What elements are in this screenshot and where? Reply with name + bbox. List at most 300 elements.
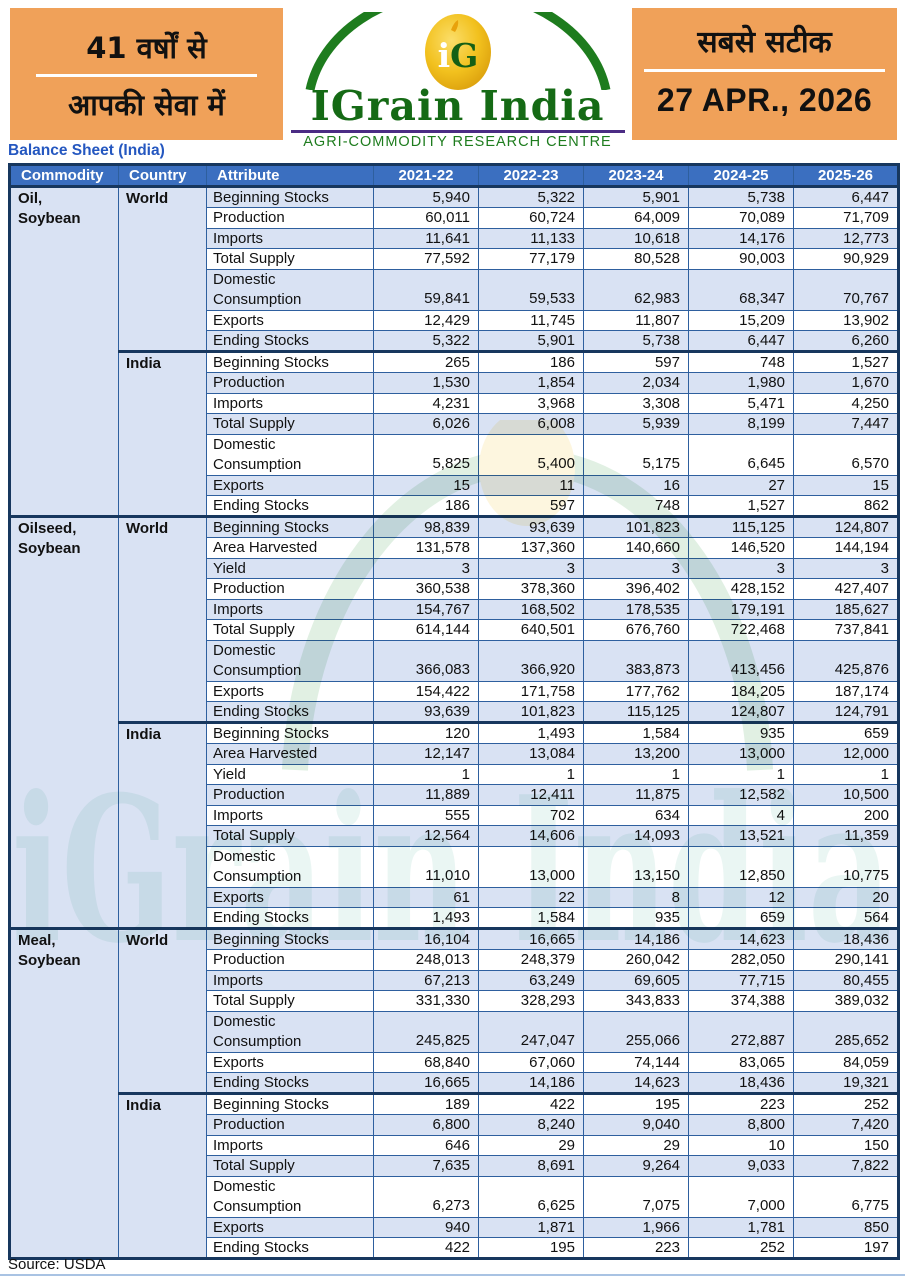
value-cell: 83,065 — [689, 1052, 794, 1073]
value-cell: 640,501 — [479, 620, 584, 641]
table-row — [10, 723, 899, 744]
attribute-label: Beginning Stocks — [213, 725, 329, 742]
value-cell: 5,322 — [479, 187, 584, 208]
value-cell: 60,011 — [374, 208, 479, 229]
attribute-label: Imports — [213, 394, 264, 412]
value-cell: 12,773 — [794, 228, 899, 249]
value-cell: 197 — [794, 1238, 899, 1259]
value-cell: 4 — [689, 805, 794, 826]
value-cell: 84,059 — [794, 1052, 899, 1073]
value-cell: 171,758 — [479, 681, 584, 702]
country-cell: India — [119, 723, 207, 929]
value-cell: 11,745 — [479, 310, 584, 331]
attribute-cell — [207, 970, 374, 991]
attribute-label: Exports — [213, 1218, 264, 1236]
value-cell: 11,010 — [374, 846, 479, 887]
value-cell: 195 — [584, 1094, 689, 1115]
attribute-label: Beginning Stocks — [213, 189, 329, 206]
value-cell: 11,889 — [374, 785, 479, 806]
attribute-cell — [207, 887, 374, 908]
attribute-label: Production — [213, 951, 285, 969]
value-cell: 70,767 — [794, 269, 899, 310]
attribute-label: Production — [213, 209, 285, 227]
attribute-cell — [207, 269, 374, 310]
value-cell: 98,839 — [374, 517, 479, 538]
value-cell: 378,360 — [479, 579, 584, 600]
attribute-label: Exports — [213, 888, 264, 906]
source-note: Source: USDA — [8, 1256, 106, 1273]
attribute-label: Domestic Consumption — [213, 435, 302, 473]
value-cell: 14,623 — [584, 1073, 689, 1094]
value-cell: 6,625 — [479, 1176, 584, 1217]
attribute-label: Exports — [213, 1053, 264, 1071]
attribute-cell — [207, 785, 374, 806]
value-cell: 8,199 — [689, 414, 794, 435]
value-cell: 101,823 — [584, 517, 689, 538]
value-cell: 131,578 — [374, 538, 479, 559]
attribute-cell — [207, 414, 374, 435]
value-cell: 13,000 — [689, 744, 794, 765]
attribute-label: Total Supply — [213, 827, 295, 845]
value-cell: 282,050 — [689, 950, 794, 971]
attribute-label: Exports — [213, 682, 264, 700]
value-cell: 14,606 — [479, 826, 584, 847]
column-header: 2022-23 — [479, 165, 584, 187]
value-cell: 252 — [689, 1238, 794, 1259]
value-cell: 5,175 — [584, 434, 689, 475]
value-cell: 20 — [794, 887, 899, 908]
logo-monogram: iG — [437, 36, 478, 75]
attribute-cell — [207, 558, 374, 579]
value-cell: 16,665 — [479, 929, 584, 950]
value-cell: 69,605 — [584, 970, 689, 991]
attribute-cell — [207, 393, 374, 414]
value-cell: 150 — [794, 1135, 899, 1156]
value-cell: 77,179 — [479, 249, 584, 270]
attribute-cell — [207, 640, 374, 681]
value-cell: 59,841 — [374, 269, 479, 310]
value-cell: 12 — [689, 887, 794, 908]
value-cell: 1,966 — [584, 1217, 689, 1238]
value-cell: 3 — [689, 558, 794, 579]
value-cell: 68,840 — [374, 1052, 479, 1073]
value-cell: 737,841 — [794, 620, 899, 641]
value-cell: 200 — [794, 805, 899, 826]
attribute-cell — [207, 538, 374, 559]
value-cell: 3 — [479, 558, 584, 579]
value-cell: 6,008 — [479, 414, 584, 435]
attribute-cell — [207, 1176, 374, 1217]
value-cell: 10 — [689, 1135, 794, 1156]
attribute-cell — [207, 805, 374, 826]
attribute-cell — [207, 517, 374, 538]
value-cell: 850 — [794, 1217, 899, 1238]
value-cell: 7,447 — [794, 414, 899, 435]
commodity-cell — [10, 517, 119, 929]
attribute-label: Beginning Stocks — [213, 1096, 329, 1113]
attribute-label: Beginning Stocks — [213, 519, 329, 536]
value-cell: 12,411 — [479, 785, 584, 806]
value-cell: 12,582 — [689, 785, 794, 806]
attribute-label: Production — [213, 374, 285, 392]
attribute-label: Domestic Consumption — [213, 270, 302, 308]
value-cell: 6,570 — [794, 434, 899, 475]
commodity-cell — [10, 929, 119, 1259]
attribute-label: Ending Stocks — [213, 1239, 309, 1256]
value-cell: 11,641 — [374, 228, 479, 249]
value-cell: 185,627 — [794, 599, 899, 620]
value-cell: 5,940 — [374, 187, 479, 208]
column-header: 2025-26 — [794, 165, 899, 187]
attribute-label: Imports — [213, 1136, 264, 1154]
value-cell: 189 — [374, 1094, 479, 1115]
value-cell: 12,429 — [374, 310, 479, 331]
commodity-label: Soybean — [18, 540, 81, 557]
value-cell: 862 — [794, 496, 899, 517]
value-cell: 1,854 — [479, 373, 584, 394]
attribute-label: Total Supply — [213, 250, 295, 268]
attribute-label: Ending Stocks — [213, 332, 309, 349]
attribute-label: Area Harvested — [213, 539, 318, 557]
value-cell: 80,528 — [584, 249, 689, 270]
commodity-cell — [10, 187, 119, 517]
value-cell: 9,264 — [584, 1156, 689, 1177]
value-cell: 223 — [689, 1094, 794, 1115]
column-header: 2024-25 — [689, 165, 794, 187]
value-cell: 702 — [479, 805, 584, 826]
value-cell: 11,359 — [794, 826, 899, 847]
commodity-label: Soybean — [18, 952, 81, 969]
value-cell: 389,032 — [794, 991, 899, 1012]
attribute-label: Production — [213, 1116, 285, 1134]
value-cell: 1,670 — [794, 373, 899, 394]
logo-tagline: AGRI-COMMODITY RESEARCH CENTRE — [303, 134, 612, 150]
table-row — [10, 517, 899, 538]
value-cell: 5,400 — [479, 434, 584, 475]
value-cell: 7,075 — [584, 1176, 689, 1217]
value-cell: 13,084 — [479, 744, 584, 765]
value-cell: 366,083 — [374, 640, 479, 681]
value-cell: 178,535 — [584, 599, 689, 620]
column-header: Country — [119, 165, 207, 187]
value-cell: 90,929 — [794, 249, 899, 270]
attribute-cell — [207, 475, 374, 496]
value-cell: 67,060 — [479, 1052, 584, 1073]
value-cell: 6,260 — [794, 331, 899, 352]
attribute-cell — [207, 950, 374, 971]
value-cell: 4,231 — [374, 393, 479, 414]
value-cell: 659 — [794, 723, 899, 744]
value-cell: 60,724 — [479, 208, 584, 229]
value-cell: 1,527 — [794, 352, 899, 373]
column-header: Attribute — [207, 165, 374, 187]
value-cell: 614,144 — [374, 620, 479, 641]
attribute-cell — [207, 599, 374, 620]
logo — [283, 8, 632, 150]
value-cell: 10,618 — [584, 228, 689, 249]
attribute-label: Domestic Consumption — [213, 847, 302, 885]
value-cell: 13,200 — [584, 744, 689, 765]
attribute-label: Total Supply — [213, 415, 295, 433]
value-cell: 11,875 — [584, 785, 689, 806]
column-header: Commodity — [10, 165, 119, 187]
value-cell: 722,468 — [689, 620, 794, 641]
value-cell: 5,471 — [689, 393, 794, 414]
attribute-cell — [207, 1052, 374, 1073]
attribute-label: Production — [213, 786, 285, 804]
value-cell: 64,009 — [584, 208, 689, 229]
value-cell: 16 — [584, 475, 689, 496]
value-cell: 70,089 — [689, 208, 794, 229]
value-cell: 11,133 — [479, 228, 584, 249]
value-cell: 1 — [794, 764, 899, 785]
value-cell: 3 — [584, 558, 689, 579]
value-cell: 18,436 — [689, 1073, 794, 1094]
value-cell: 634 — [584, 805, 689, 826]
attribute-label: Production — [213, 580, 285, 598]
value-cell: 11,807 — [584, 310, 689, 331]
value-cell: 5,738 — [584, 331, 689, 352]
logo-name: IGrain India — [310, 82, 605, 130]
value-cell: 115,125 — [584, 702, 689, 723]
value-cell: 646 — [374, 1135, 479, 1156]
value-cell: 1,584 — [479, 908, 584, 929]
country-cell: World — [119, 929, 207, 1094]
value-cell: 67,213 — [374, 970, 479, 991]
value-cell: 5,901 — [479, 331, 584, 352]
value-cell: 29 — [584, 1135, 689, 1156]
value-cell: 1 — [689, 764, 794, 785]
attribute-cell — [207, 1094, 374, 1115]
value-cell: 120 — [374, 723, 479, 744]
value-cell: 5,939 — [584, 414, 689, 435]
value-cell: 223 — [584, 1238, 689, 1259]
value-cell: 1 — [584, 764, 689, 785]
value-cell: 168,502 — [479, 599, 584, 620]
attribute-cell — [207, 1135, 374, 1156]
value-cell: 13,521 — [689, 826, 794, 847]
value-cell: 1,527 — [689, 496, 794, 517]
value-cell: 12,564 — [374, 826, 479, 847]
attribute-cell — [207, 702, 374, 723]
date-box — [632, 8, 897, 140]
attribute-label: Area Harvested — [213, 745, 318, 763]
attribute-cell — [207, 723, 374, 744]
value-cell: 1 — [479, 764, 584, 785]
value-cell: 18,436 — [794, 929, 899, 950]
attribute-cell — [207, 1115, 374, 1136]
attribute-label: Imports — [213, 971, 264, 989]
attribute-cell — [207, 846, 374, 887]
value-cell: 77,592 — [374, 249, 479, 270]
attribute-label: Total Supply — [213, 992, 295, 1010]
value-cell: 6,645 — [689, 434, 794, 475]
value-cell: 1,871 — [479, 1217, 584, 1238]
attribute-cell — [207, 1156, 374, 1177]
attribute-label: Domestic Consumption — [213, 1012, 302, 1050]
value-cell: 343,833 — [584, 991, 689, 1012]
value-cell: 6,447 — [794, 187, 899, 208]
page-title: Balance Sheet (India) — [8, 142, 165, 159]
value-cell: 422 — [374, 1238, 479, 1259]
country-cell: World — [119, 187, 207, 352]
value-cell: 7,420 — [794, 1115, 899, 1136]
value-cell: 676,760 — [584, 620, 689, 641]
attribute-cell — [207, 496, 374, 517]
country-cell: World — [119, 517, 207, 723]
value-cell: 383,873 — [584, 640, 689, 681]
table-row — [10, 187, 899, 208]
value-cell: 186 — [374, 496, 479, 517]
value-cell: 14,176 — [689, 228, 794, 249]
value-cell: 74,144 — [584, 1052, 689, 1073]
value-cell: 255,066 — [584, 1011, 689, 1052]
value-cell: 555 — [374, 805, 479, 826]
table-row — [10, 352, 899, 373]
value-cell: 12,000 — [794, 744, 899, 765]
value-cell: 115,125 — [689, 517, 794, 538]
attribute-label: Ending Stocks — [213, 497, 309, 514]
value-cell: 10,775 — [794, 846, 899, 887]
logo-divider — [291, 130, 625, 133]
value-cell: 935 — [689, 723, 794, 744]
date-divider — [644, 69, 885, 72]
value-cell: 3,968 — [479, 393, 584, 414]
value-cell: 564 — [794, 908, 899, 929]
commodity-label: Oilseed, — [18, 520, 77, 537]
value-cell: 3 — [794, 558, 899, 579]
attribute-cell — [207, 1073, 374, 1094]
value-cell: 290,141 — [794, 950, 899, 971]
attribute-label: Exports — [213, 311, 264, 329]
value-cell: 5,901 — [584, 187, 689, 208]
value-cell: 248,379 — [479, 950, 584, 971]
value-cell: 247,047 — [479, 1011, 584, 1052]
value-cell: 252 — [794, 1094, 899, 1115]
attribute-label: Ending Stocks — [213, 703, 309, 720]
attribute-label: Ending Stocks — [213, 1074, 309, 1091]
value-cell: 62,983 — [584, 269, 689, 310]
accuracy-tagline-text: सबसे सटीक — [697, 25, 832, 60]
value-cell: 146,520 — [689, 538, 794, 559]
column-header: 2023-24 — [584, 165, 689, 187]
value-cell: 15 — [374, 475, 479, 496]
attribute-label: Domestic Consumption — [213, 641, 302, 679]
value-cell: 16,665 — [374, 1073, 479, 1094]
value-cell: 15,209 — [689, 310, 794, 331]
attribute-cell — [207, 1238, 374, 1259]
value-cell: 7,822 — [794, 1156, 899, 1177]
value-cell: 124,807 — [794, 517, 899, 538]
value-cell: 93,639 — [479, 517, 584, 538]
column-header: 2021-22 — [374, 165, 479, 187]
commodity-label: Meal, — [18, 932, 56, 949]
attribute-label: Total Supply — [213, 1157, 295, 1175]
value-cell: 260,042 — [584, 950, 689, 971]
value-cell: 137,360 — [479, 538, 584, 559]
value-cell: 5,322 — [374, 331, 479, 352]
value-cell: 68,347 — [689, 269, 794, 310]
value-cell: 8 — [584, 887, 689, 908]
table-row — [10, 1094, 899, 1115]
value-cell: 6,447 — [689, 331, 794, 352]
value-cell: 6,800 — [374, 1115, 479, 1136]
table-header-row — [10, 165, 899, 187]
value-cell: 93,639 — [374, 702, 479, 723]
value-cell: 16,104 — [374, 929, 479, 950]
value-cell: 8,691 — [479, 1156, 584, 1177]
value-cell: 9,040 — [584, 1115, 689, 1136]
value-cell: 1,980 — [689, 373, 794, 394]
attribute-label: Yield — [213, 559, 246, 577]
tagline-service-text: आपकी सेवा में — [68, 88, 225, 122]
value-cell: 14,623 — [689, 929, 794, 950]
attribute-cell — [207, 908, 374, 929]
balance-sheet-table — [8, 163, 900, 1260]
value-cell: 101,823 — [479, 702, 584, 723]
value-cell: 331,330 — [374, 991, 479, 1012]
value-cell: 177,762 — [584, 681, 689, 702]
attribute-cell — [207, 826, 374, 847]
attribute-cell — [207, 249, 374, 270]
value-cell: 360,538 — [374, 579, 479, 600]
value-cell: 8,800 — [689, 1115, 794, 1136]
attribute-cell — [207, 620, 374, 641]
value-cell: 425,876 — [794, 640, 899, 681]
attribute-cell — [207, 991, 374, 1012]
value-cell: 422 — [479, 1094, 584, 1115]
table-row — [10, 929, 899, 950]
value-cell: 396,402 — [584, 579, 689, 600]
value-cell: 1,781 — [689, 1217, 794, 1238]
value-cell: 11 — [479, 475, 584, 496]
value-cell: 328,293 — [479, 991, 584, 1012]
value-cell: 61 — [374, 887, 479, 908]
country-cell: India — [119, 1094, 207, 1259]
bottom-rule — [0, 1274, 905, 1276]
country-cell: India — [119, 352, 207, 517]
tagline-divider — [36, 74, 257, 77]
attribute-label: Imports — [213, 600, 264, 618]
value-cell: 265 — [374, 352, 479, 373]
value-cell: 13,902 — [794, 310, 899, 331]
value-cell: 935 — [584, 908, 689, 929]
value-cell: 659 — [689, 908, 794, 929]
value-cell: 1,493 — [374, 908, 479, 929]
value-cell: 22 — [479, 887, 584, 908]
attribute-cell — [207, 1217, 374, 1238]
value-cell: 144,194 — [794, 538, 899, 559]
value-cell: 179,191 — [689, 599, 794, 620]
value-cell: 184,205 — [689, 681, 794, 702]
value-cell: 748 — [689, 352, 794, 373]
value-cell: 13,000 — [479, 846, 584, 887]
value-cell: 195 — [479, 1238, 584, 1259]
value-cell: 6,026 — [374, 414, 479, 435]
attribute-cell — [207, 373, 374, 394]
attribute-cell — [207, 331, 374, 352]
tagline-years-text: 41 वर्षों से — [86, 31, 207, 65]
value-cell: 597 — [479, 496, 584, 517]
value-cell: 427,407 — [794, 579, 899, 600]
attribute-cell — [207, 579, 374, 600]
logo-arch-icon — [288, 12, 628, 90]
value-cell: 90,003 — [689, 249, 794, 270]
value-cell: 14,093 — [584, 826, 689, 847]
value-cell: 285,652 — [794, 1011, 899, 1052]
value-cell: 13,150 — [584, 846, 689, 887]
value-cell: 77,715 — [689, 970, 794, 991]
